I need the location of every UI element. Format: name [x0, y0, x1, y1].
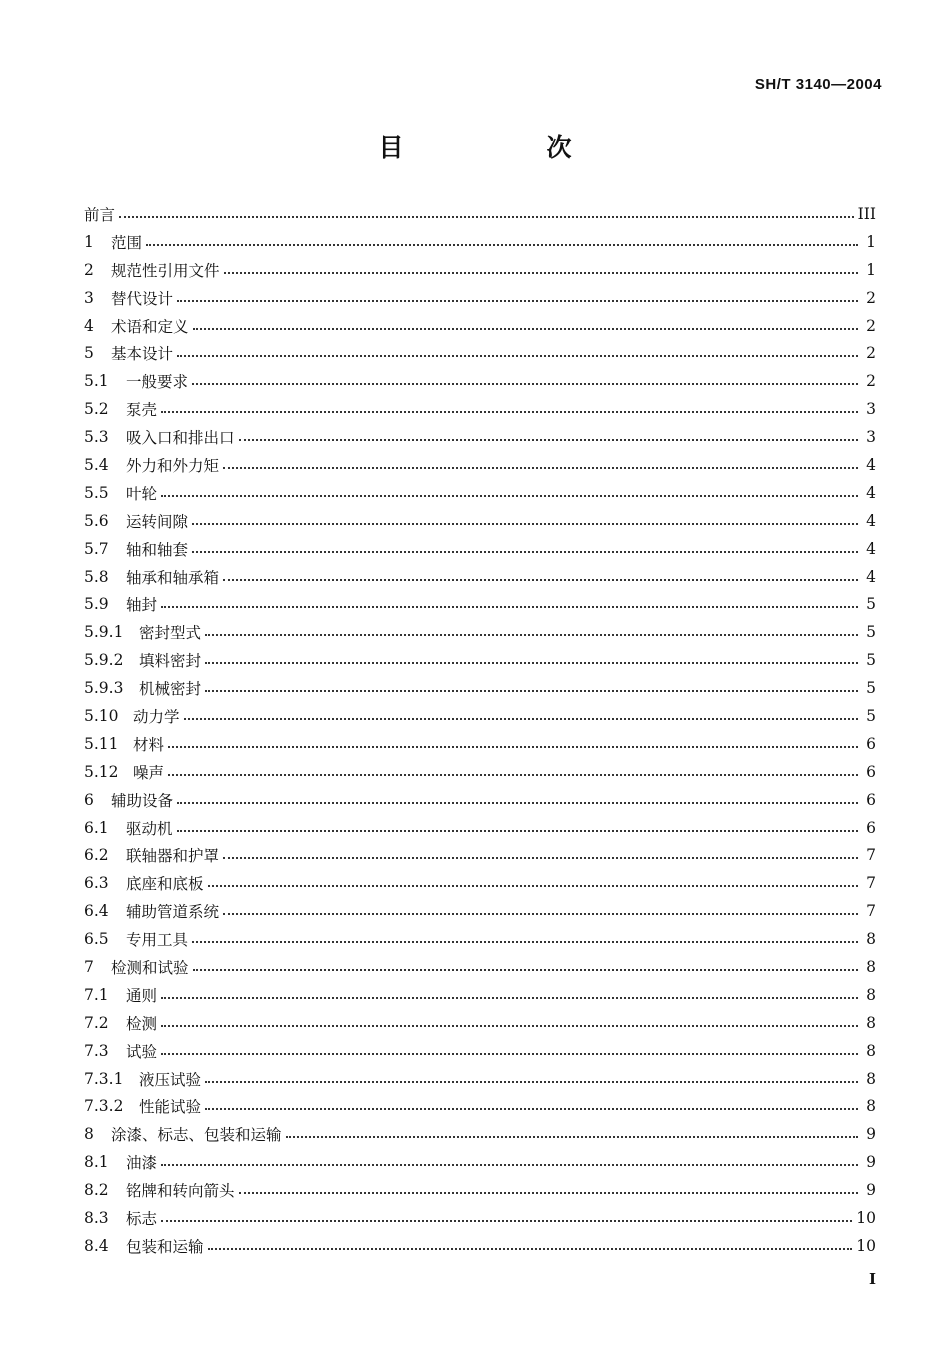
toc-dot-leader: [223, 579, 858, 581]
toc-entry[interactable]: [84, 1148, 876, 1176]
toc-entry[interactable]: [84, 535, 876, 563]
toc-entry-title: 性能试验: [139, 1098, 202, 1117]
toc-entry-page: 5: [866, 623, 876, 642]
toc-entry-number: 5.1: [84, 372, 109, 391]
toc-entry-number: 8.3: [84, 1209, 109, 1227]
toc-entry-page: 9: [866, 1153, 876, 1172]
toc-dot-leader: [168, 774, 858, 776]
toc-dot-leader: [161, 1025, 858, 1027]
toc-dot-leader: [193, 969, 858, 971]
toc-entry-page: 3: [866, 428, 876, 447]
toc-entry-page: 7: [866, 846, 876, 865]
toc-entry-title: 油漆: [126, 1154, 158, 1173]
toc-entry[interactable]: [84, 339, 876, 367]
toc-entry-number: 5.12: [84, 762, 119, 781]
toc-dot-leader: [205, 1081, 858, 1083]
toc-entry-page: 2: [866, 344, 876, 363]
toc-entry-page: 6: [866, 790, 876, 809]
toc-entry-number: 7.3.2: [84, 1097, 124, 1116]
toc-entry-page: 6: [866, 762, 876, 781]
toc-entry-number: 2: [84, 260, 94, 279]
toc-entry-number: 6.1: [84, 818, 109, 837]
toc-entry[interactable]: [84, 730, 876, 758]
toc-entry-page: 8: [866, 1041, 876, 1060]
toc-entry-title: 密封型式: [139, 624, 202, 643]
toc-entry-title: 标志: [126, 1210, 158, 1228]
toc-dot-leader: [161, 606, 858, 608]
toc-dot-leader: [192, 383, 858, 385]
toc-entry-title: 包装和运输: [126, 1237, 204, 1256]
toc-entry-page: 8: [866, 1069, 876, 1088]
toc-entry-number: 5.9.3: [84, 679, 124, 698]
toc-dot-leader: [205, 690, 858, 692]
toc-entry-page: III: [857, 204, 876, 223]
toc-dot-leader: [192, 523, 858, 525]
toc-entry-page: 1: [866, 260, 876, 279]
toc-entry-page: 7: [866, 874, 876, 893]
toc-entry-title: 涂漆、标志、包装和运输: [111, 1126, 282, 1145]
toc-entry[interactable]: [84, 451, 876, 479]
toc-entry-title: 底座和底板: [126, 875, 204, 894]
footer-page-number: I: [868, 1270, 876, 1288]
toc-entry[interactable]: [84, 1232, 876, 1260]
toc-dot-leader: [224, 272, 858, 274]
toc-entry-number: 8: [84, 1125, 94, 1144]
toc-entry-number: 5.10: [84, 706, 119, 725]
toc-entry[interactable]: [84, 1204, 876, 1232]
toc-entry-page: 10: [856, 1236, 876, 1255]
toc-entry[interactable]: [84, 674, 876, 702]
toc-entry-page: 9: [866, 1125, 876, 1144]
toc-entry-page: 8: [866, 1097, 876, 1116]
toc-entry-title: 辅助管道系统: [126, 903, 220, 922]
toc-dot-leader: [177, 300, 858, 302]
toc-entry[interactable]: [84, 925, 876, 953]
toc-dot-leader: [177, 802, 858, 804]
toc-entry-title: 专用工具: [126, 931, 189, 950]
toc-entry[interactable]: [84, 507, 876, 535]
toc-entry-title: 前言: [84, 205, 116, 224]
toc-entry-number: 5: [84, 344, 94, 363]
toc-entry[interactable]: [84, 256, 876, 284]
toc-entry-number: 5.9.2: [84, 651, 124, 670]
toc-entry[interactable]: [84, 563, 876, 591]
toc-entry-number: 5.7: [84, 539, 109, 558]
toc-entry-page: 6: [866, 734, 876, 753]
toc-entry-page: 8: [866, 1013, 876, 1032]
toc-entry-number: 6.5: [84, 930, 109, 949]
toc-entry-number: 8.1: [84, 1153, 109, 1172]
toc-dot-leader: [223, 467, 858, 469]
toc-entry-number: 1: [84, 232, 94, 251]
table-of-contents: [84, 200, 876, 1260]
toc-dot-leader: [161, 1220, 852, 1222]
toc-entry-title: 材料: [133, 735, 165, 754]
toc-entry-number: 6: [84, 790, 94, 809]
toc-dot-leader: [205, 662, 858, 664]
toc-entry-number: 5.4: [84, 455, 109, 474]
toc-entry-number: 7.3.1: [84, 1069, 124, 1088]
toc-entry-title: 基本设计: [111, 345, 174, 364]
toc-dot-leader: [205, 634, 858, 636]
toc-dot-leader: [193, 328, 858, 330]
toc-entry-number: 6.4: [84, 902, 109, 921]
toc-entry[interactable]: [84, 1009, 876, 1037]
toc-entry-title: 驱动机: [126, 819, 173, 838]
toc-entry-title: 外力和外力矩: [126, 456, 220, 475]
toc-entry-page: 8: [866, 930, 876, 949]
toc-dot-leader: [177, 830, 858, 832]
page-title: [0, 128, 950, 164]
toc-entry-number: 7.2: [84, 1013, 109, 1032]
toc-dot-leader: [177, 355, 858, 357]
toc-dot-leader: [161, 997, 858, 999]
toc-entry[interactable]: [84, 981, 876, 1009]
toc-entry-title: 噪声: [133, 763, 165, 782]
toc-entry-title: 吸入口和排出口: [126, 429, 235, 448]
toc-dot-leader: [161, 495, 858, 497]
toc-entry-title: 泵壳: [126, 401, 158, 420]
toc-entry-page: 6: [866, 818, 876, 837]
toc-entry-number: 5.9.1: [84, 623, 124, 642]
toc-entry[interactable]: [84, 228, 876, 256]
toc-entry-page: 3: [866, 400, 876, 419]
toc-entry-page: 5: [866, 595, 876, 614]
toc-entry-title: 铭牌和转向箭头: [126, 1182, 235, 1201]
toc-entry-page: 9: [866, 1181, 876, 1200]
toc-entry-title: 通则: [126, 986, 158, 1005]
toc-entry-number: 5.9: [84, 595, 109, 614]
toc-entry-title: 轴承和轴承箱: [126, 568, 220, 587]
toc-dot-leader: [184, 718, 858, 720]
toc-entry[interactable]: [84, 200, 876, 228]
toc-entry-page: 5: [866, 679, 876, 698]
toc-entry-title: 动力学: [133, 707, 180, 726]
toc-entry-page: 7: [866, 902, 876, 921]
toc-entry-page: 2: [866, 372, 876, 391]
toc-entry-title: 机械密封: [139, 680, 202, 699]
toc-entry[interactable]: [84, 702, 876, 730]
toc-entry[interactable]: [84, 841, 876, 869]
toc-entry-page: 2: [866, 288, 876, 307]
document-code: SH/T 3140—2004: [754, 76, 882, 93]
toc-dot-leader: [192, 551, 858, 553]
title-char-2: 次: [546, 133, 572, 162]
toc-entry-number: 7.1: [84, 985, 109, 1004]
toc-entry-title: 检测和试验: [111, 958, 189, 977]
toc-entry[interactable]: [84, 786, 876, 814]
title-char-1: 目: [378, 133, 404, 162]
toc-entry-number: 6.3: [84, 874, 109, 893]
toc-entry-number: 5.2: [84, 400, 109, 419]
toc-entry-number: 8.4: [84, 1236, 109, 1255]
toc-dot-leader: [223, 913, 858, 915]
toc-entry-number: 7.3: [84, 1041, 109, 1060]
toc-entry-page: 4: [866, 455, 876, 474]
toc-dot-leader: [286, 1136, 858, 1138]
toc-dot-leader: [239, 439, 858, 441]
toc-entry-title: 轴封: [126, 596, 158, 615]
toc-entry-page: 8: [866, 957, 876, 976]
toc-entry[interactable]: [84, 479, 876, 507]
toc-entry[interactable]: [84, 312, 876, 340]
toc-dot-leader: [146, 244, 858, 246]
toc-entry-title: 液压试验: [139, 1070, 202, 1089]
toc-dot-leader: [161, 1164, 858, 1166]
toc-entry-number: 8.2: [84, 1181, 109, 1200]
toc-entry-page: 2: [866, 316, 876, 335]
toc-entry-number: 3: [84, 288, 94, 307]
toc-entry-title: 规范性引用文件: [111, 261, 220, 280]
toc-entry[interactable]: [84, 395, 876, 423]
toc-entry[interactable]: [84, 1120, 876, 1148]
toc-dot-leader: [208, 1248, 853, 1250]
toc-entry[interactable]: [84, 897, 876, 925]
toc-entry[interactable]: [84, 367, 876, 395]
toc-entry-page: 4: [866, 539, 876, 558]
toc-entry-title: 填料密封: [139, 652, 202, 671]
toc-entry-title: 检测: [126, 1014, 158, 1033]
toc-entry-title: 叶轮: [126, 484, 158, 503]
toc-entry[interactable]: [84, 869, 876, 897]
toc-entry-number: 6.2: [84, 846, 109, 865]
toc-entry-title: 联轴器和护罩: [126, 847, 220, 866]
toc-entry[interactable]: [84, 646, 876, 674]
toc-entry[interactable]: [84, 1065, 876, 1093]
toc-entry-page: 8: [866, 985, 876, 1004]
toc-dot-leader: [168, 746, 858, 748]
toc-entry-title: 范围: [111, 233, 143, 252]
toc-entry-page: 1: [866, 232, 876, 251]
toc-entry[interactable]: [84, 1037, 876, 1065]
toc-dot-leader: [161, 1053, 858, 1055]
toc-entry-title: 一般要求: [126, 373, 189, 392]
toc-dot-leader: [192, 941, 858, 943]
toc-entry-number: 5.11: [84, 734, 119, 753]
toc-entry-title: 辅助设备: [111, 791, 174, 810]
toc-entry[interactable]: [84, 953, 876, 981]
toc-dot-leader: [208, 885, 858, 887]
toc-entry-title: 轴和轴套: [126, 540, 189, 559]
toc-entry-number: 7: [84, 957, 94, 976]
toc-entry-number: 5.5: [84, 483, 109, 502]
toc-entry[interactable]: [84, 1176, 876, 1204]
toc-entry-page: 4: [866, 567, 876, 586]
toc-entry-page: 10: [856, 1209, 876, 1227]
toc-entry-title: 运转间隙: [126, 512, 189, 531]
toc-entry[interactable]: [84, 423, 876, 451]
toc-entry-number: 5.6: [84, 511, 109, 530]
toc-entry[interactable]: [84, 284, 876, 312]
toc-entry-page: 5: [866, 651, 876, 670]
toc-entry[interactable]: [84, 618, 876, 646]
toc-entry-page: 5: [866, 706, 876, 725]
toc-dot-leader: [239, 1192, 858, 1194]
toc-entry[interactable]: [84, 1093, 876, 1121]
toc-entry-title: 替代设计: [111, 289, 174, 308]
toc-dot-leader: [205, 1108, 858, 1110]
toc-entry-page: 4: [866, 483, 876, 502]
toc-dot-leader: [119, 216, 854, 218]
toc-entry[interactable]: [84, 590, 876, 618]
toc-entry-title: 术语和定义: [111, 317, 189, 336]
toc-entry-page: 4: [866, 511, 876, 530]
toc-entry-number: 5.8: [84, 567, 109, 586]
toc-dot-leader: [161, 411, 858, 413]
toc-entry-number: 5.3: [84, 428, 109, 447]
toc-entry[interactable]: [84, 758, 876, 786]
toc-dot-leader: [223, 857, 858, 859]
toc-entry-title: 试验: [126, 1042, 158, 1061]
toc-entry[interactable]: [84, 814, 876, 842]
toc-entry-number: 4: [84, 316, 94, 335]
